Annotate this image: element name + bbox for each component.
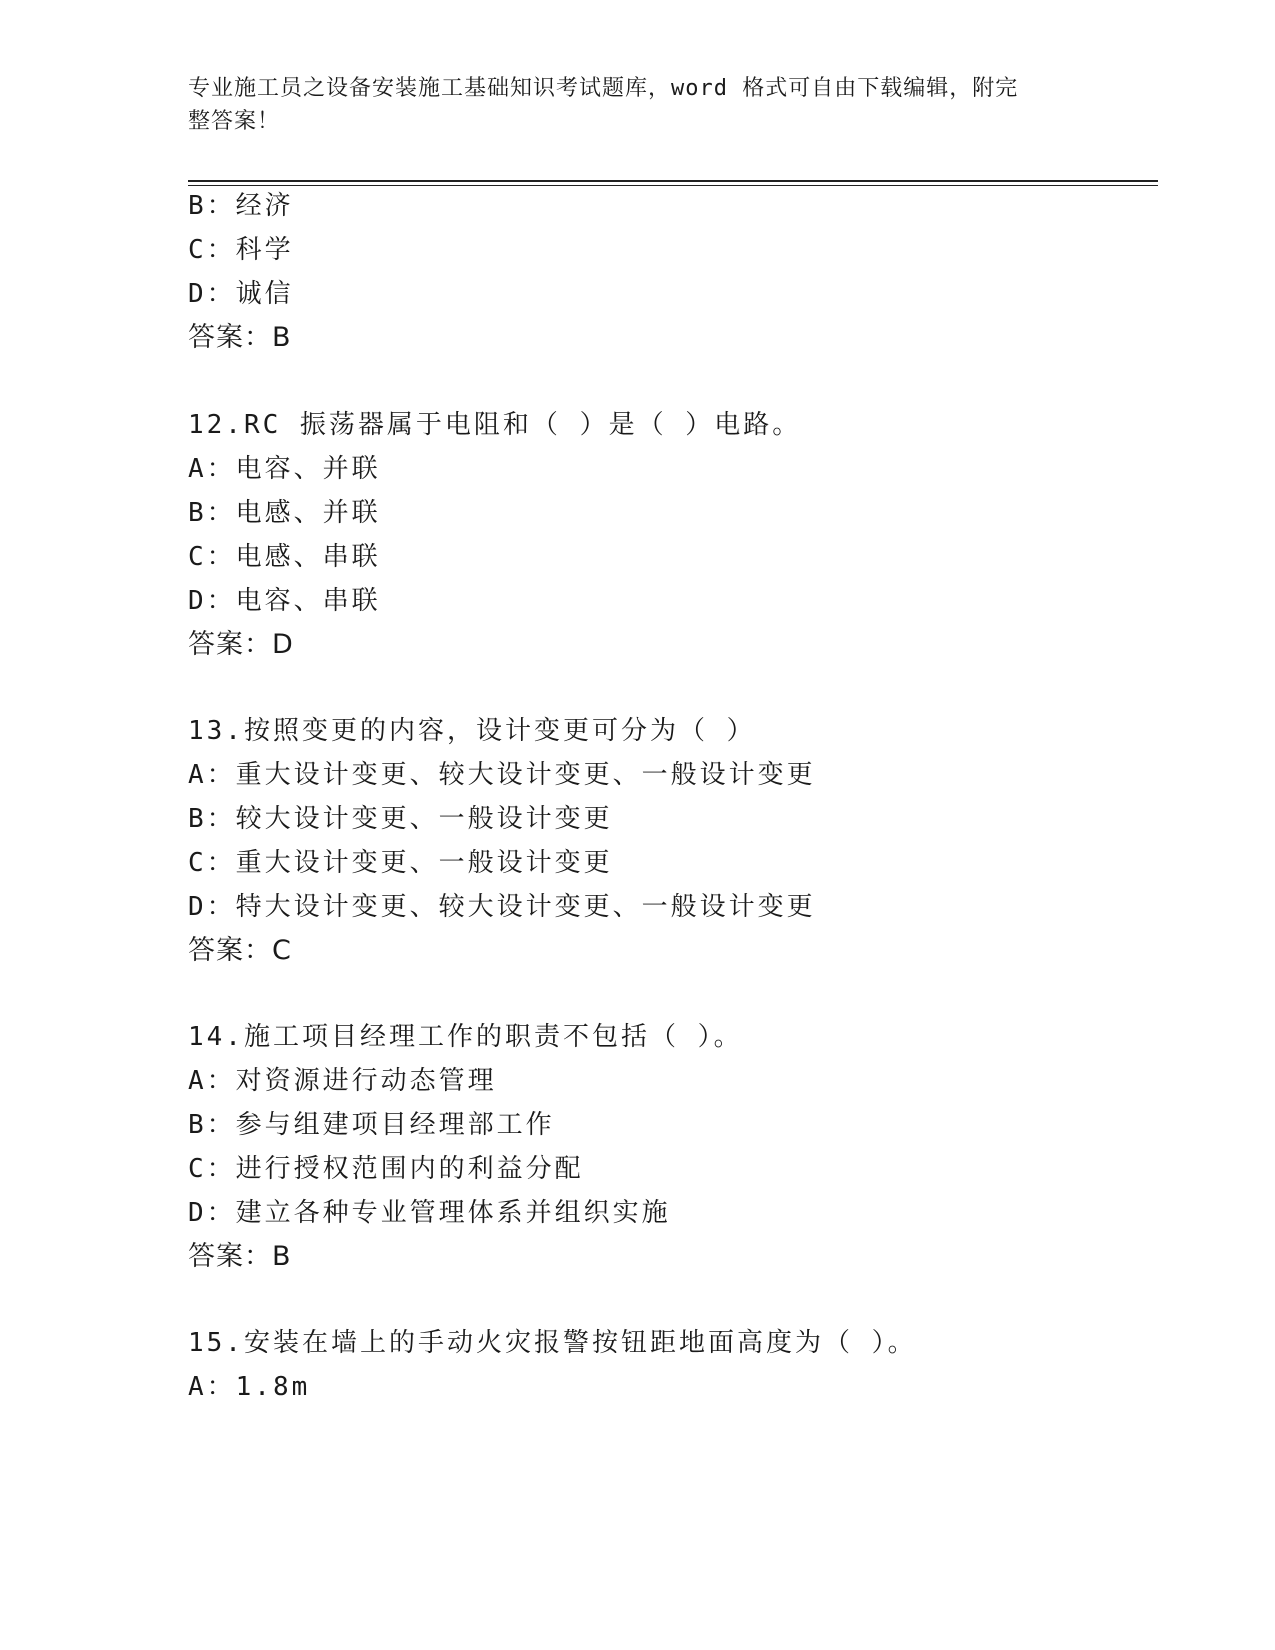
header-line-2: 整答案！ [188,109,281,134]
option-a: A：对资源进行动态管理 [188,1066,497,1096]
question-stem: 14.施工项目经理工作的职责不包括（ ）。 [188,1022,743,1052]
question-stem: 12.RC 振荡器属于电阻和（ ）是（ ）电路。 [188,410,802,440]
option-a: A：重大设计变更、较大设计变更、一般设计变更 [188,760,816,790]
header-line-1: 专业施工员之设备安装施工基础知识考试题库，word 格式可自由下载编辑，附完 [188,76,1019,101]
option-d: D：特大设计变更、较大设计变更、一般设计变更 [188,892,816,922]
option-d: D：电容、串联 [188,586,381,616]
answer: 答案：C [188,935,292,966]
header-divider-thick [188,180,1158,182]
option-b: B：较大设计变更、一般设计变更 [188,804,613,834]
option-d: D：建立各种专业管理体系并组织实施 [188,1198,671,1228]
question-stem: 15.安装在墙上的手动火灾报警按钮距地面高度为（ ）。 [188,1328,917,1358]
option-a: A：1.8m [188,1372,311,1402]
option-c: C：进行授权范围内的利益分配 [188,1154,584,1184]
header-divider-thin [188,185,1158,186]
answer: 答案：D [188,629,294,660]
option-b: B：经济 [188,191,294,221]
option-c: C：电感、串联 [188,542,381,572]
option-b: B：电感、并联 [188,498,381,528]
option-b: B：参与组建项目经理部工作 [188,1110,555,1140]
option-c: C：重大设计变更、一般设计变更 [188,848,613,878]
option-c: C：科学 [188,235,294,265]
question-stem: 13.按照变更的内容，设计变更可分为（ ） [188,716,756,746]
document-header [188,72,1068,138]
answer: 答案：B [188,1241,292,1272]
option-a: A：电容、并联 [188,454,381,484]
answer: 答案：B [188,322,292,353]
option-d: D：诚信 [188,279,294,309]
